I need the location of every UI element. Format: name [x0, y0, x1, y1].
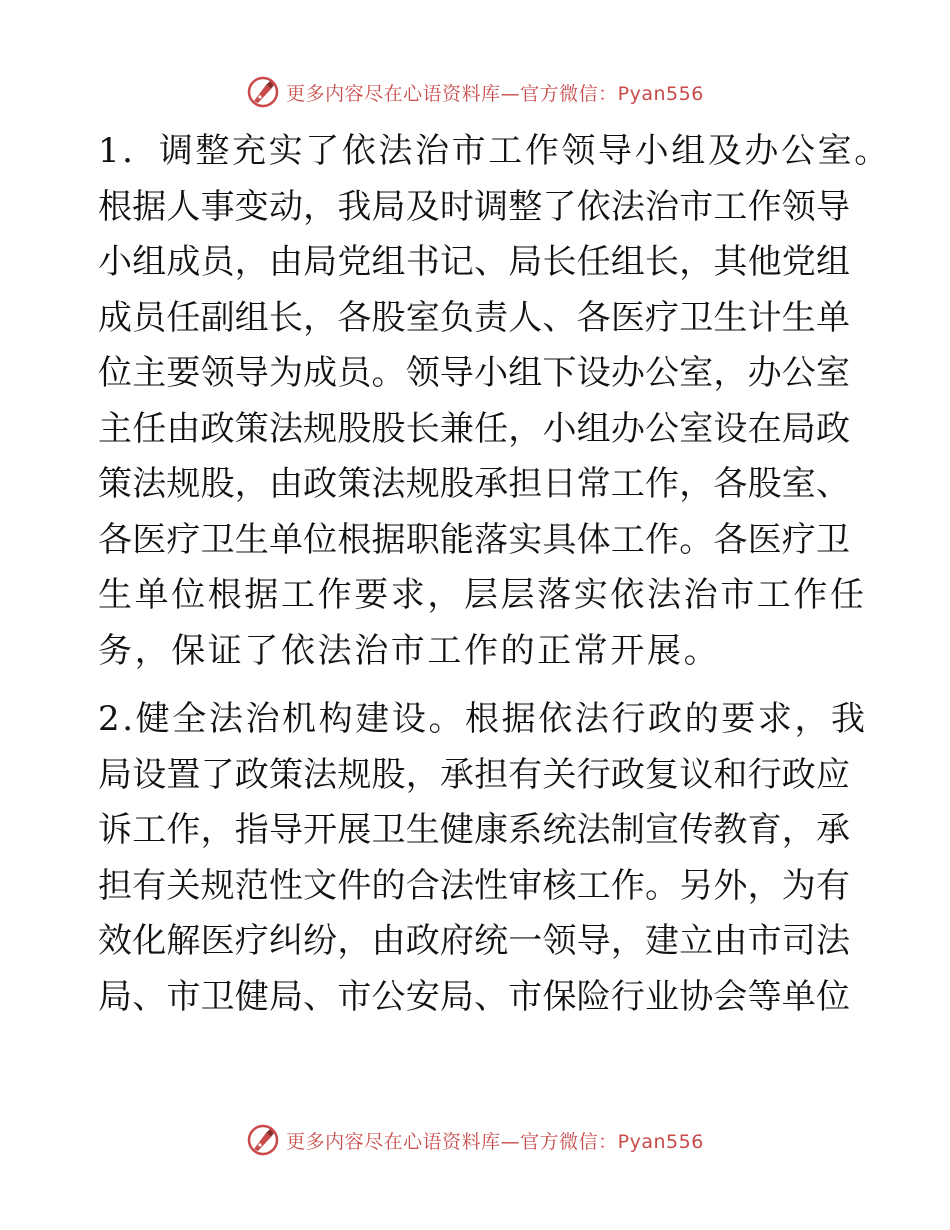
text-line: 位主要领导为成员。领导小组下设办公室，办公室 — [98, 353, 850, 393]
watermark-text: 更多内容尽在心语资料库—官方微信：Pyan556 — [286, 1130, 704, 1153]
pen-nib-circle-logo-icon — [246, 75, 280, 109]
text-line: 各医疗卫生单位根据职能落实具体工作。各医疗卫 — [98, 519, 850, 560]
text-line: 2.健全法治机构建设。根据依法行政的要求，我 — [98, 699, 868, 739]
text-line: 1．调整充实了依法治市工作领导小组及办公室。 — [98, 131, 891, 171]
text-line: 策法规股，由政策法规股承担日常工作，各股室、 — [98, 464, 850, 504]
text-line: 生单位根据工作要求，层层落实依法治市工作任 — [98, 575, 867, 615]
text-line: 担有关规范性文件的合法性审核工作。另外，为有 — [98, 865, 850, 906]
text-line: 局、市卫健局、市公安局、市保险行业协会等单位 — [98, 976, 850, 1017]
text-line: 效化解医疗纠纷，由政府统一领导，建立由市司法 — [98, 921, 850, 961]
text-line: 务，保证了依法治市工作的正常开展。 — [98, 630, 721, 671]
paragraph-1 — [98, 124, 891, 679]
text-line: 局设置了政策法规股，承担有关行政复议和行政应 — [98, 754, 850, 795]
footer-watermark — [0, 1120, 950, 1160]
header-watermark — [0, 72, 950, 112]
watermark-text: 更多内容尽在心语资料库—官方微信：Pyan556 — [286, 82, 704, 105]
pen-nib-circle-logo-icon — [246, 1123, 280, 1157]
text-line: 诉工作，指导开展卫生健康系统法制宣传教育，承 — [98, 810, 850, 850]
text-line: 小组成员，由局党组书记、局长任组长，其他党组 — [98, 242, 850, 282]
text-line: 成员任副组长，各股室负责人、各医疗卫生计生单 — [98, 297, 850, 338]
text-line: 根据人事变动，我局及时调整了依法治市工作领导 — [98, 186, 850, 227]
document-body — [98, 124, 891, 1025]
text-line: 主任由政策法规股股长兼任，小组办公室设在局政 — [98, 408, 850, 449]
paragraph-2 — [98, 692, 868, 1025]
